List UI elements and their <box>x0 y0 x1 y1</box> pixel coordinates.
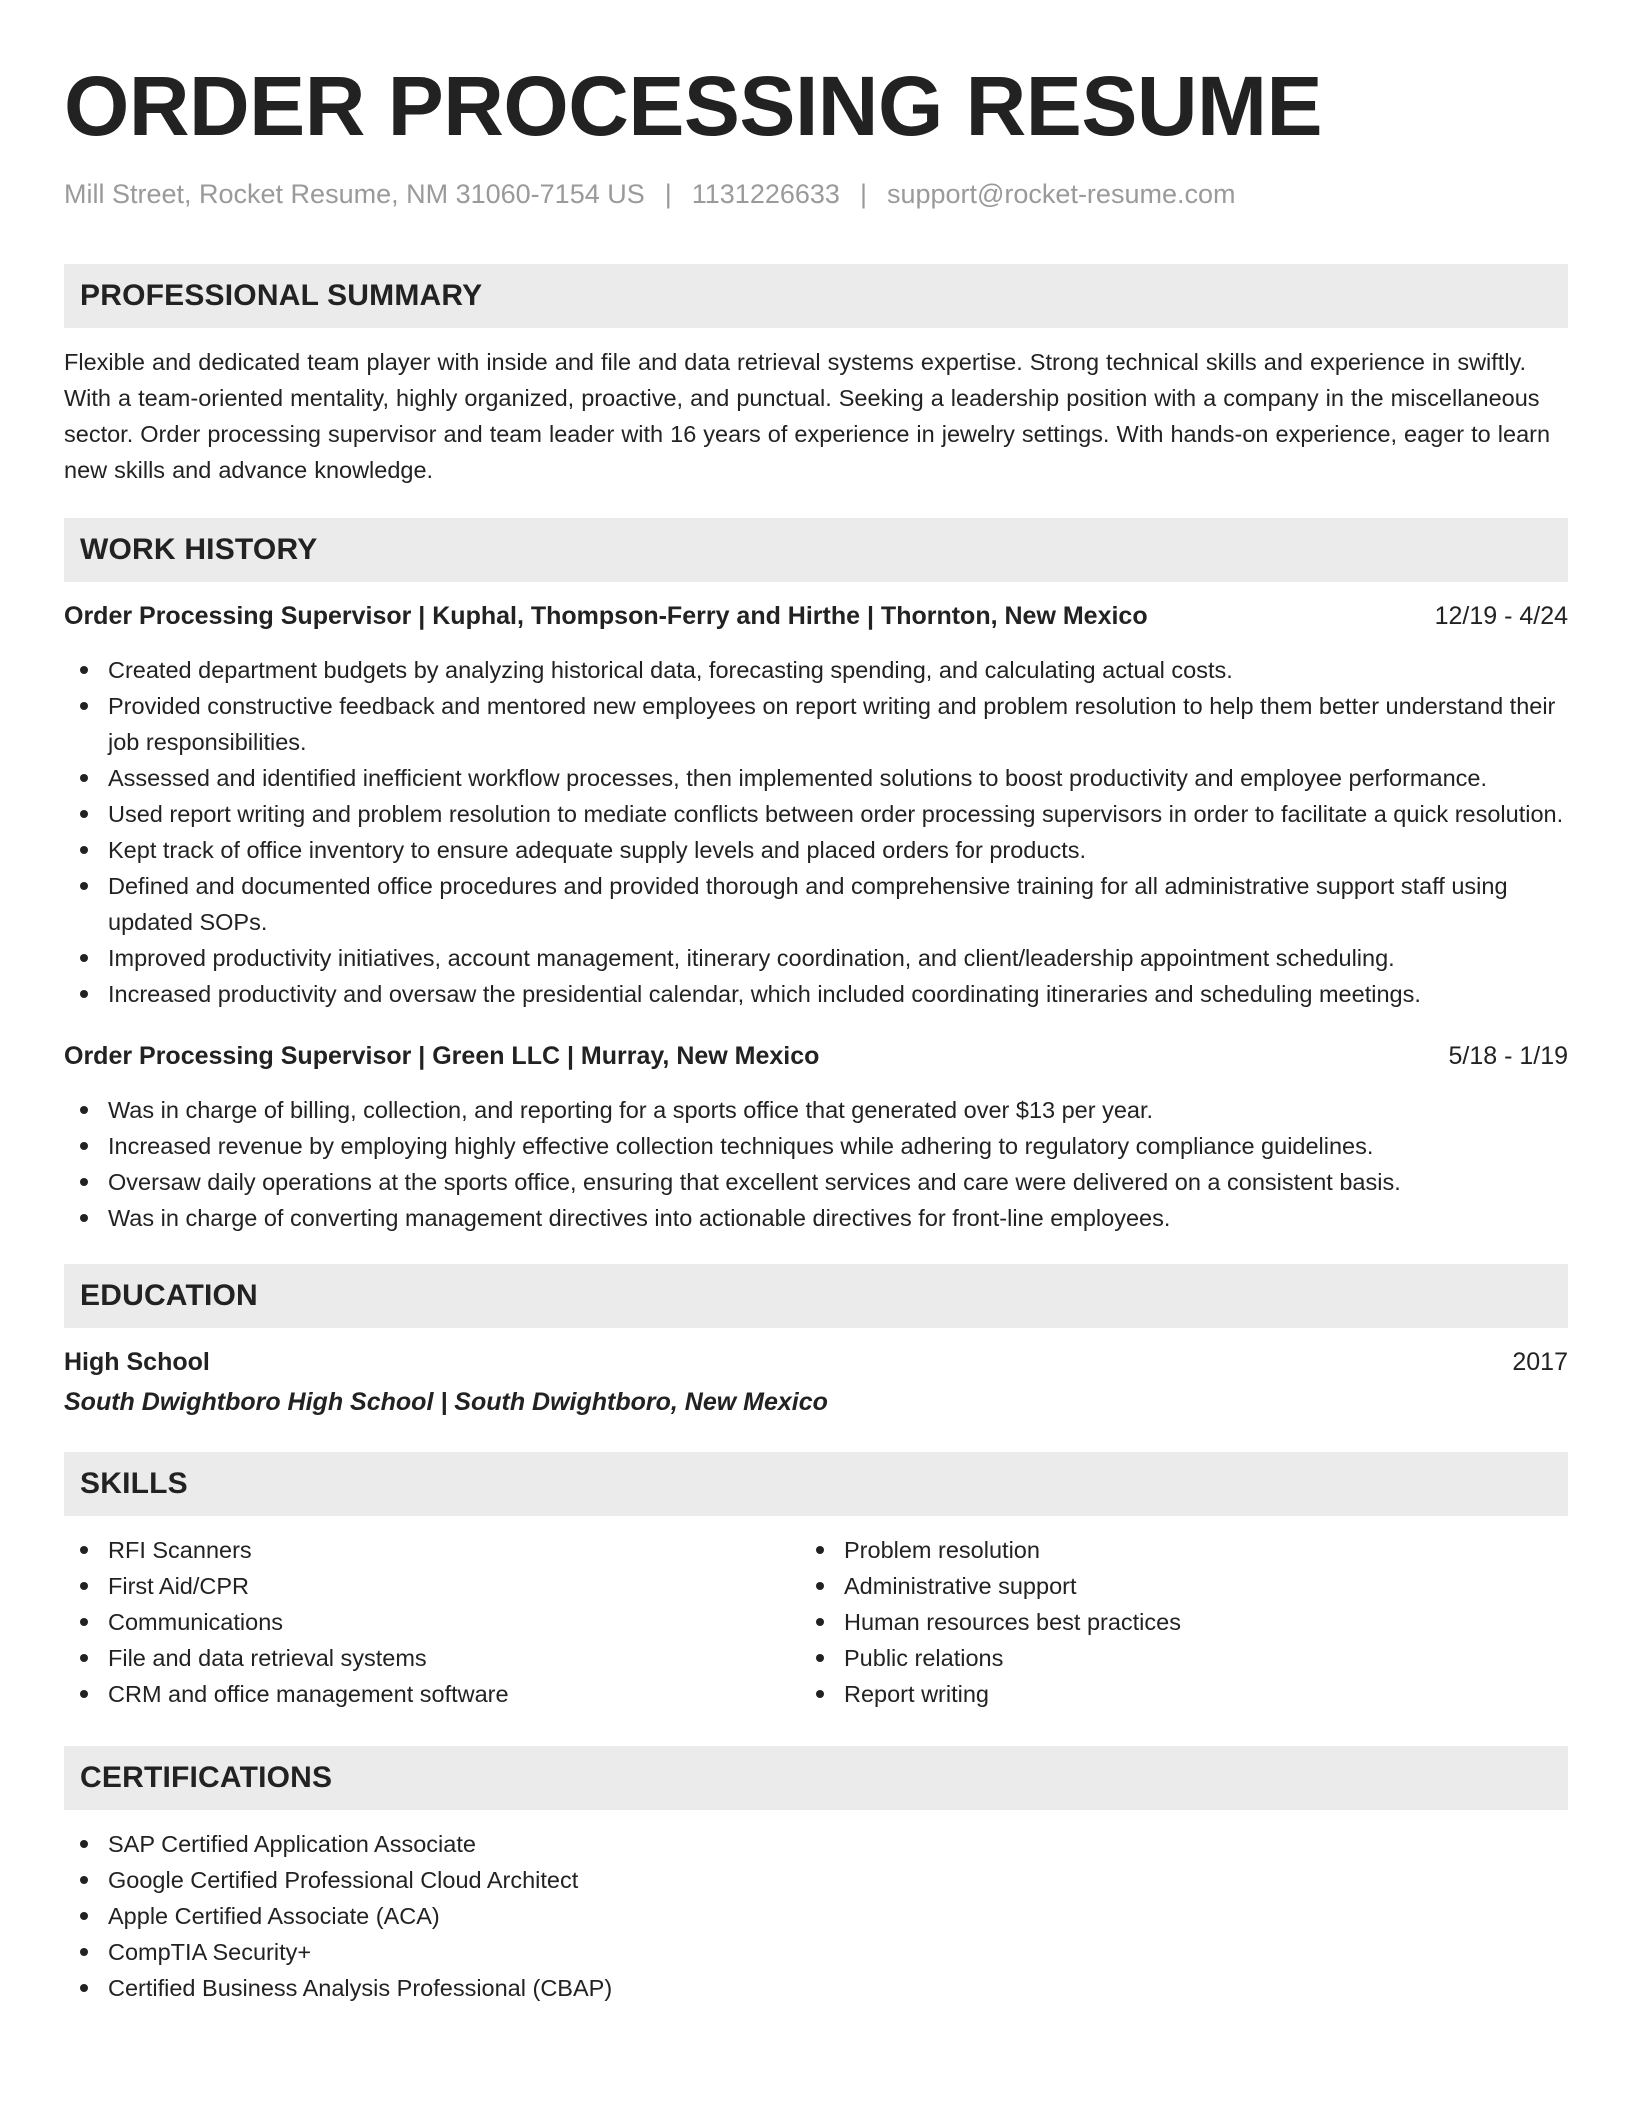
skills-grid <box>64 1532 1568 1712</box>
certification-item: Apple Certified Associate (ACA) <box>64 1898 1568 1934</box>
job-header <box>64 1038 1568 1074</box>
skills-column-right <box>800 1532 1536 1712</box>
job-entry <box>64 598 1568 1012</box>
contact-separator: | <box>859 179 867 209</box>
skill-item: File and data retrieval systems <box>64 1640 800 1676</box>
job-bullet-list <box>64 1092 1568 1236</box>
section-header-work-history: WORK HISTORY <box>64 518 1568 582</box>
education-year: 2017 <box>1512 1348 1568 1376</box>
job-bullet: Oversaw daily operations at the sports office, ensuring that excellent services and care were delivered on a consistent basis. <box>64 1164 1568 1200</box>
job-bullet-list <box>64 652 1568 1012</box>
contact-email: support@rocket-resume.com <box>886 179 1236 209</box>
skills-list <box>64 1532 800 1712</box>
job-bullet: Used report writing and problem resolution to mediate conflicts between order processing supervisors in order to facilitate a quick resolution. <box>64 796 1568 832</box>
job-bullet: Was in charge of billing, collection, and reporting for a sports office that generated over $13 per year. <box>64 1092 1568 1128</box>
skill-item: Public relations <box>800 1640 1536 1676</box>
education-header <box>64 1344 1568 1380</box>
job-bullet: Increased revenue by employing highly effective collection techniques while adhering to regulatory compliance guidelines. <box>64 1128 1568 1164</box>
contact-separator: | <box>664 179 672 209</box>
certification-item: CompTIA Security+ <box>64 1934 1568 1970</box>
contact-phone: 1131226633 <box>691 179 840 209</box>
resume-title: ORDER PROCESSING RESUME <box>64 59 1323 153</box>
education-degree: High School <box>64 1348 210 1376</box>
education-school: South Dwightboro High School | South Dwightboro, New Mexico <box>64 1388 828 1416</box>
job-bullet: Kept track of office inventory to ensure adequate supply levels and placed orders for products. <box>64 832 1568 868</box>
certification-item: Google Certified Professional Cloud Architect <box>64 1862 1568 1898</box>
job-bullet: Assessed and identified inefficient workflow processes, then implemented solutions to boost productivity and employee performance. <box>64 760 1568 796</box>
summary-text: Flexible and dedicated team player with inside and file and data retrieval systems expertise. Strong technical skills and experience in swiftly. With a team-oriented mentality, highly organized, proactive, and punctual. Seeking a leadership position with a company in the miscellaneous sector. Order processing supervisor and team leader with 16 years of experience in jewelry settings. With hands-on experience, eager to learn new skills and advance knowledge. <box>64 349 1551 483</box>
skill-item: CRM and office management software <box>64 1676 800 1712</box>
job-header <box>64 598 1568 634</box>
job-bullet: Was in charge of converting management directives into actionable directives for front-line employees. <box>64 1200 1568 1236</box>
contact-address: Mill Street, Rocket Resume, NM 31060-7154 US <box>64 179 645 209</box>
certification-item: SAP Certified Application Associate <box>64 1826 1568 1862</box>
contact-line <box>64 176 1568 212</box>
skills-list <box>800 1532 1536 1712</box>
certifications-list <box>64 1826 1568 2006</box>
job-title: Order Processing Supervisor | Green LLC | Murray, New Mexico <box>64 1042 820 1070</box>
job-entry <box>64 1038 1568 1236</box>
skill-item: Administrative support <box>800 1568 1536 1604</box>
skill-item: First Aid/CPR <box>64 1568 800 1604</box>
skill-item: Report writing <box>800 1676 1536 1712</box>
section-header-certifications: CERTIFICATIONS <box>64 1746 1568 1810</box>
job-bullet: Improved productivity initiatives, account management, itinerary coordination, and client/leadership appointment scheduling. <box>64 940 1568 976</box>
job-bullet: Provided constructive feedback and mentored new employees on report writing and problem resolution to help them better understand their job responsibilities. <box>64 688 1568 760</box>
section-header-education: EDUCATION <box>64 1264 1568 1328</box>
job-dates: 12/19 - 4/24 <box>1434 602 1568 630</box>
job-bullet: Defined and documented office procedures and provided thorough and comprehensive training for all administrative support staff using updated SOPs. <box>64 868 1568 940</box>
certification-item: Certified Business Analysis Professional (CBAP) <box>64 1970 1568 2006</box>
skill-item: RFI Scanners <box>64 1532 800 1568</box>
job-dates: 5/18 - 1/19 <box>1448 1042 1568 1070</box>
job-bullet: Increased productivity and oversaw the presidential calendar, which included coordinating itineraries and scheduling meetings. <box>64 976 1568 1012</box>
job-bullet: Created department budgets by analyzing historical data, forecasting spending, and calculating actual costs. <box>64 652 1568 688</box>
skills-column-left <box>64 1532 800 1712</box>
skill-item: Problem resolution <box>800 1532 1536 1568</box>
section-header-summary: PROFESSIONAL SUMMARY <box>64 264 1568 328</box>
job-title: Order Processing Supervisor | Kuphal, Thompson-Ferry and Hirthe | Thornton, New Mexico <box>64 602 1148 630</box>
skill-item: Human resources best practices <box>800 1604 1536 1640</box>
section-header-skills: SKILLS <box>64 1452 1568 1516</box>
skill-item: Communications <box>64 1604 800 1640</box>
